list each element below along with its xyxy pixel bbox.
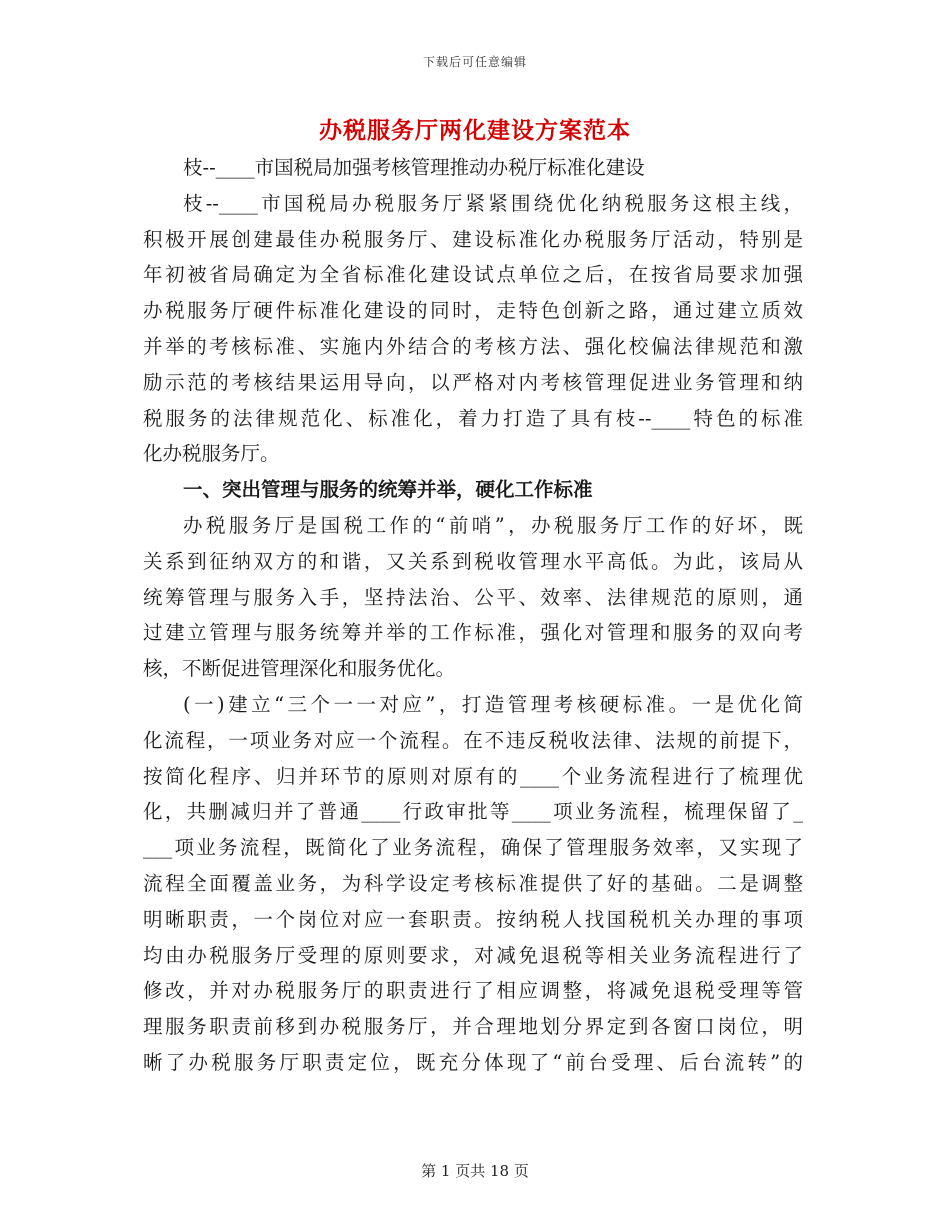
paragraph-line: 核，不断促进管理深化和服务优化。 xyxy=(143,657,456,681)
paragraph-line: 明晰职责，一个岗位对应一套职责。按纳税人找国税机关办理的事项 xyxy=(143,907,803,931)
document-body xyxy=(143,150,803,1081)
paragraph-line: 办税服务厅硬件标准化建设的同时，走特色创新之路，通过建立质效 xyxy=(143,299,803,323)
page-number-footer: 第 1 页共 18 页 xyxy=(421,1162,529,1180)
paragraph-line: 化办税服务厅。 xyxy=(143,442,280,466)
paragraph-line: 晰了办税服务厅职责定位，既充分体现了“前台受理、后台流转”的 xyxy=(143,1050,803,1074)
paragraph-line: 理服务职责前移到办税服务厅，并合理地划分界定到各窗口岗位，明 xyxy=(143,1015,803,1039)
paragraph-line: 枝--____市国税局办税服务厅紧紧围绕优化纳税服务这根主线， xyxy=(183,191,803,215)
subtitle-line: 枝--____市国税局加强考核管理推动办税厅标准化建设 xyxy=(183,156,645,179)
paragraph-line: 励示范的考核结果运用导向，以严格对内考核管理促进业务管理和纳 xyxy=(143,370,803,394)
paragraph-line: 均由办税服务厅受理的原则要求，对减免退税等相关业务流程进行了 xyxy=(143,943,803,967)
paragraph-line: (一)建立“三个一一对应”，打造管理考核硬标准。一是优化简 xyxy=(183,692,803,716)
paragraph-line: 统筹管理与服务入手，坚持法治、公平、效率、法律规范的原则，通 xyxy=(143,585,803,609)
paragraph-line: 并举的考核标准、实施内外结合的考核方法、强化校偏法律规范和激 xyxy=(143,334,803,358)
paragraph-line: 修改，并对办税服务厅的职责进行了相应调整，将减免退税受理等管 xyxy=(143,979,803,1003)
section-heading: 一、突出管理与服务的统筹并举，硬化工作标准 xyxy=(183,478,593,502)
paragraph-line: 化，共删减归并了普通____行政审批等____项业务流程，梳理保留了_ xyxy=(143,800,803,824)
paragraph-line: 按简化程序、归并环节的原则对原有的____个业务流程进行了梳理优 xyxy=(143,764,803,788)
paragraph-line: ___项业务流程，既简化了业务流程，确保了管理服务效率，又实现了 xyxy=(143,836,803,860)
paragraph-line: 税服务的法律规范化、标准化，着力打造了具有枝--____特色的标准 xyxy=(143,406,803,430)
paragraph-line: 年初被省局确定为全省标准化建设试点单位之后，在按省局要求加强 xyxy=(143,263,803,287)
paragraph-line: 过建立管理与服务统筹并举的工作标准，强化对管理和服务的双向考 xyxy=(143,621,803,645)
paragraph-line: 化流程，一项业务对应一个流程。在不违反税收法律、法规的前提下， xyxy=(143,728,803,752)
page-header-note: 下载后可任意编辑 xyxy=(422,55,527,69)
paragraph-line: 流程全面覆盖业务，为科学设定考核标准提供了好的基础。二是调整 xyxy=(143,871,803,895)
paragraph-line: 办税服务厅是国税工作的“前哨”，办税服务厅工作的好坏，既 xyxy=(183,513,803,537)
paragraph-line: 关系到征纳双方的和谐，又关系到税收管理水平高低。为此，该局从 xyxy=(143,549,803,573)
paragraph-line: 积极开展创建最佳办税服务厅、建设标准化办税服务厅活动，特别是 xyxy=(143,227,803,251)
document-title: 办税服务厅两化建设方案范本 xyxy=(319,117,631,144)
